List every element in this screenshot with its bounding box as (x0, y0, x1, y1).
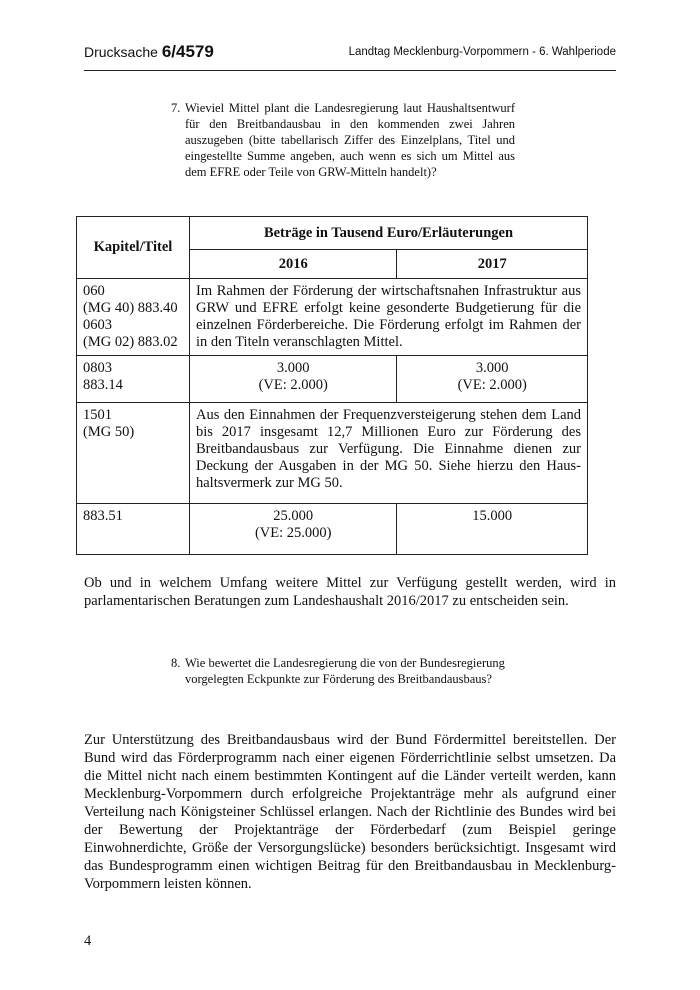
explanation-cell: Im Rahmen der Förderung der wirtschaftsnahen Infrastruktur aus GRW und EFRE erfolgt keine gesonderte Budgetierung für die einzelnen Förderbereiche. Die Förderung erfolgt im Rahmen der in den Titeln veranschlagten Mittel. (190, 279, 588, 356)
question-8-text: Wie bewertet die Landesregierung die von der Bundesregierung vorgelegten Eckpunkte zur Förderung des Breitbandausbaus? (185, 656, 505, 686)
amount-2016-cell (190, 504, 397, 555)
question-8 (171, 655, 515, 687)
drucksache-label (84, 42, 214, 62)
table-row (77, 279, 588, 356)
kapitel-cell (77, 279, 190, 356)
question-7 (171, 100, 515, 180)
drucksache-prefix: Drucksache (84, 44, 162, 60)
ve-value: (VE: 2.000) (457, 377, 527, 393)
ve-value: (VE: 2.000) (258, 377, 328, 393)
amount-value: 3.000 (276, 360, 310, 376)
amount-2016-cell (190, 356, 397, 403)
amount-value: 3.000 (475, 360, 509, 376)
kapitel-line: 883.14 (83, 377, 123, 393)
kapitel-line: 0803 (83, 360, 112, 376)
amount-2017-cell (397, 504, 588, 555)
table-row (77, 504, 588, 555)
header-divider (84, 70, 616, 71)
col-header-2016: 2016 (190, 250, 397, 279)
kapitel-line: 1501 (83, 407, 112, 423)
kapitel-line: 0603 (83, 317, 112, 333)
table-row (77, 356, 588, 403)
question-7-number: 7. (171, 101, 181, 115)
kapitel-cell (77, 356, 190, 403)
amount-2017-cell (397, 356, 588, 403)
kapitel-line: 060 (83, 283, 105, 299)
kapitel-cell (77, 403, 190, 504)
answer-7-paragraph: Ob und in welchem Umfang weitere Mittel zur Verfügung gestellt werden, wird in parlamentarischen Beratungen zum Landeshaushalt 2016/2017 zu entscheiden sein. (84, 575, 616, 609)
answer-8-paragraph: Zur Unterstützung des Breitbandausbaus wird der Bund Fördermittel bereitstellen. Der Bund wird das Förderprogramm nach einer eigenen Förderrichtlinie selbst umsetzen. Da die Mittel nicht nach einem bestimmten Kontingent auf die Länder verteilt werden, kann Mecklenburg-Vorpommern durch erfolgreiche Projektanträge mehr als aufgrund einer Verteilung nach Königsteiner Schlüssel erlangen. Nach der Richtlinie des Bundes wird bei der Bewertung der Projektanträge der Förderbedarf (zum Beispiel geringe Einwohnerdichte, Größe der Versorgungslücke) besonders berücksichtigt. Insgesamt wird das Bundesprogramm einen wichtigen Beitrag für den Breitbandausbau in Mecklenburg-Vorpommern leisten können. (84, 732, 616, 892)
budget-table (76, 216, 588, 555)
explanation-cell: Aus den Einnahmen der Frequenzversteigerung stehen dem Land bis 2017 insgesamt 12,7 Millionen Euro zur Förderung des Breitbandausbaus zur Verfügung. Die Einnahme dienen zur Deckung der Ausgaben in der MG 50. Siehe hierzu den Haus-haltsvermerk zur MG 50. (190, 403, 588, 504)
kapitel-line: (MG 02) 883.02 (83, 334, 178, 350)
kapitel-line: 883.51 (83, 508, 123, 524)
col-header-kapitel: Kapitel/Titel (77, 217, 190, 279)
parliament-label: Landtag Mecklenburg-Vorpommern - 6. Wahlperiode (348, 46, 616, 58)
amount-value: 25.000 (273, 508, 314, 524)
kapitel-line: (MG 40) 883.40 (83, 300, 178, 316)
kapitel-line: (MG 50) (83, 424, 135, 440)
table-row (77, 403, 588, 504)
question-8-number: 8. (171, 656, 181, 670)
col-header-betraege: Beträge in Tausend Euro/Erläuterungen (190, 217, 588, 250)
drucksache-number: 6/4579 (161, 42, 214, 61)
kapitel-cell (77, 504, 190, 555)
page-number: 4 (84, 933, 92, 949)
amount-value: 15.000 (472, 508, 513, 524)
question-7-text: Wieviel Mittel plant die Landesregierung laut Haushaltsentwurf für den Breitbandausbau in den kommenden zwei Jahren auszugeben (bitte tabellarisch Ziffer des Einzelplans, Titel und eingestellte Summe angeben, auch wenn es sich um Mittel aus dem EFRE oder Teile von GRW-Mitteln handelt)? (185, 101, 515, 179)
col-header-2017: 2017 (397, 250, 588, 279)
ve-value: (VE: 25.000) (254, 525, 332, 541)
